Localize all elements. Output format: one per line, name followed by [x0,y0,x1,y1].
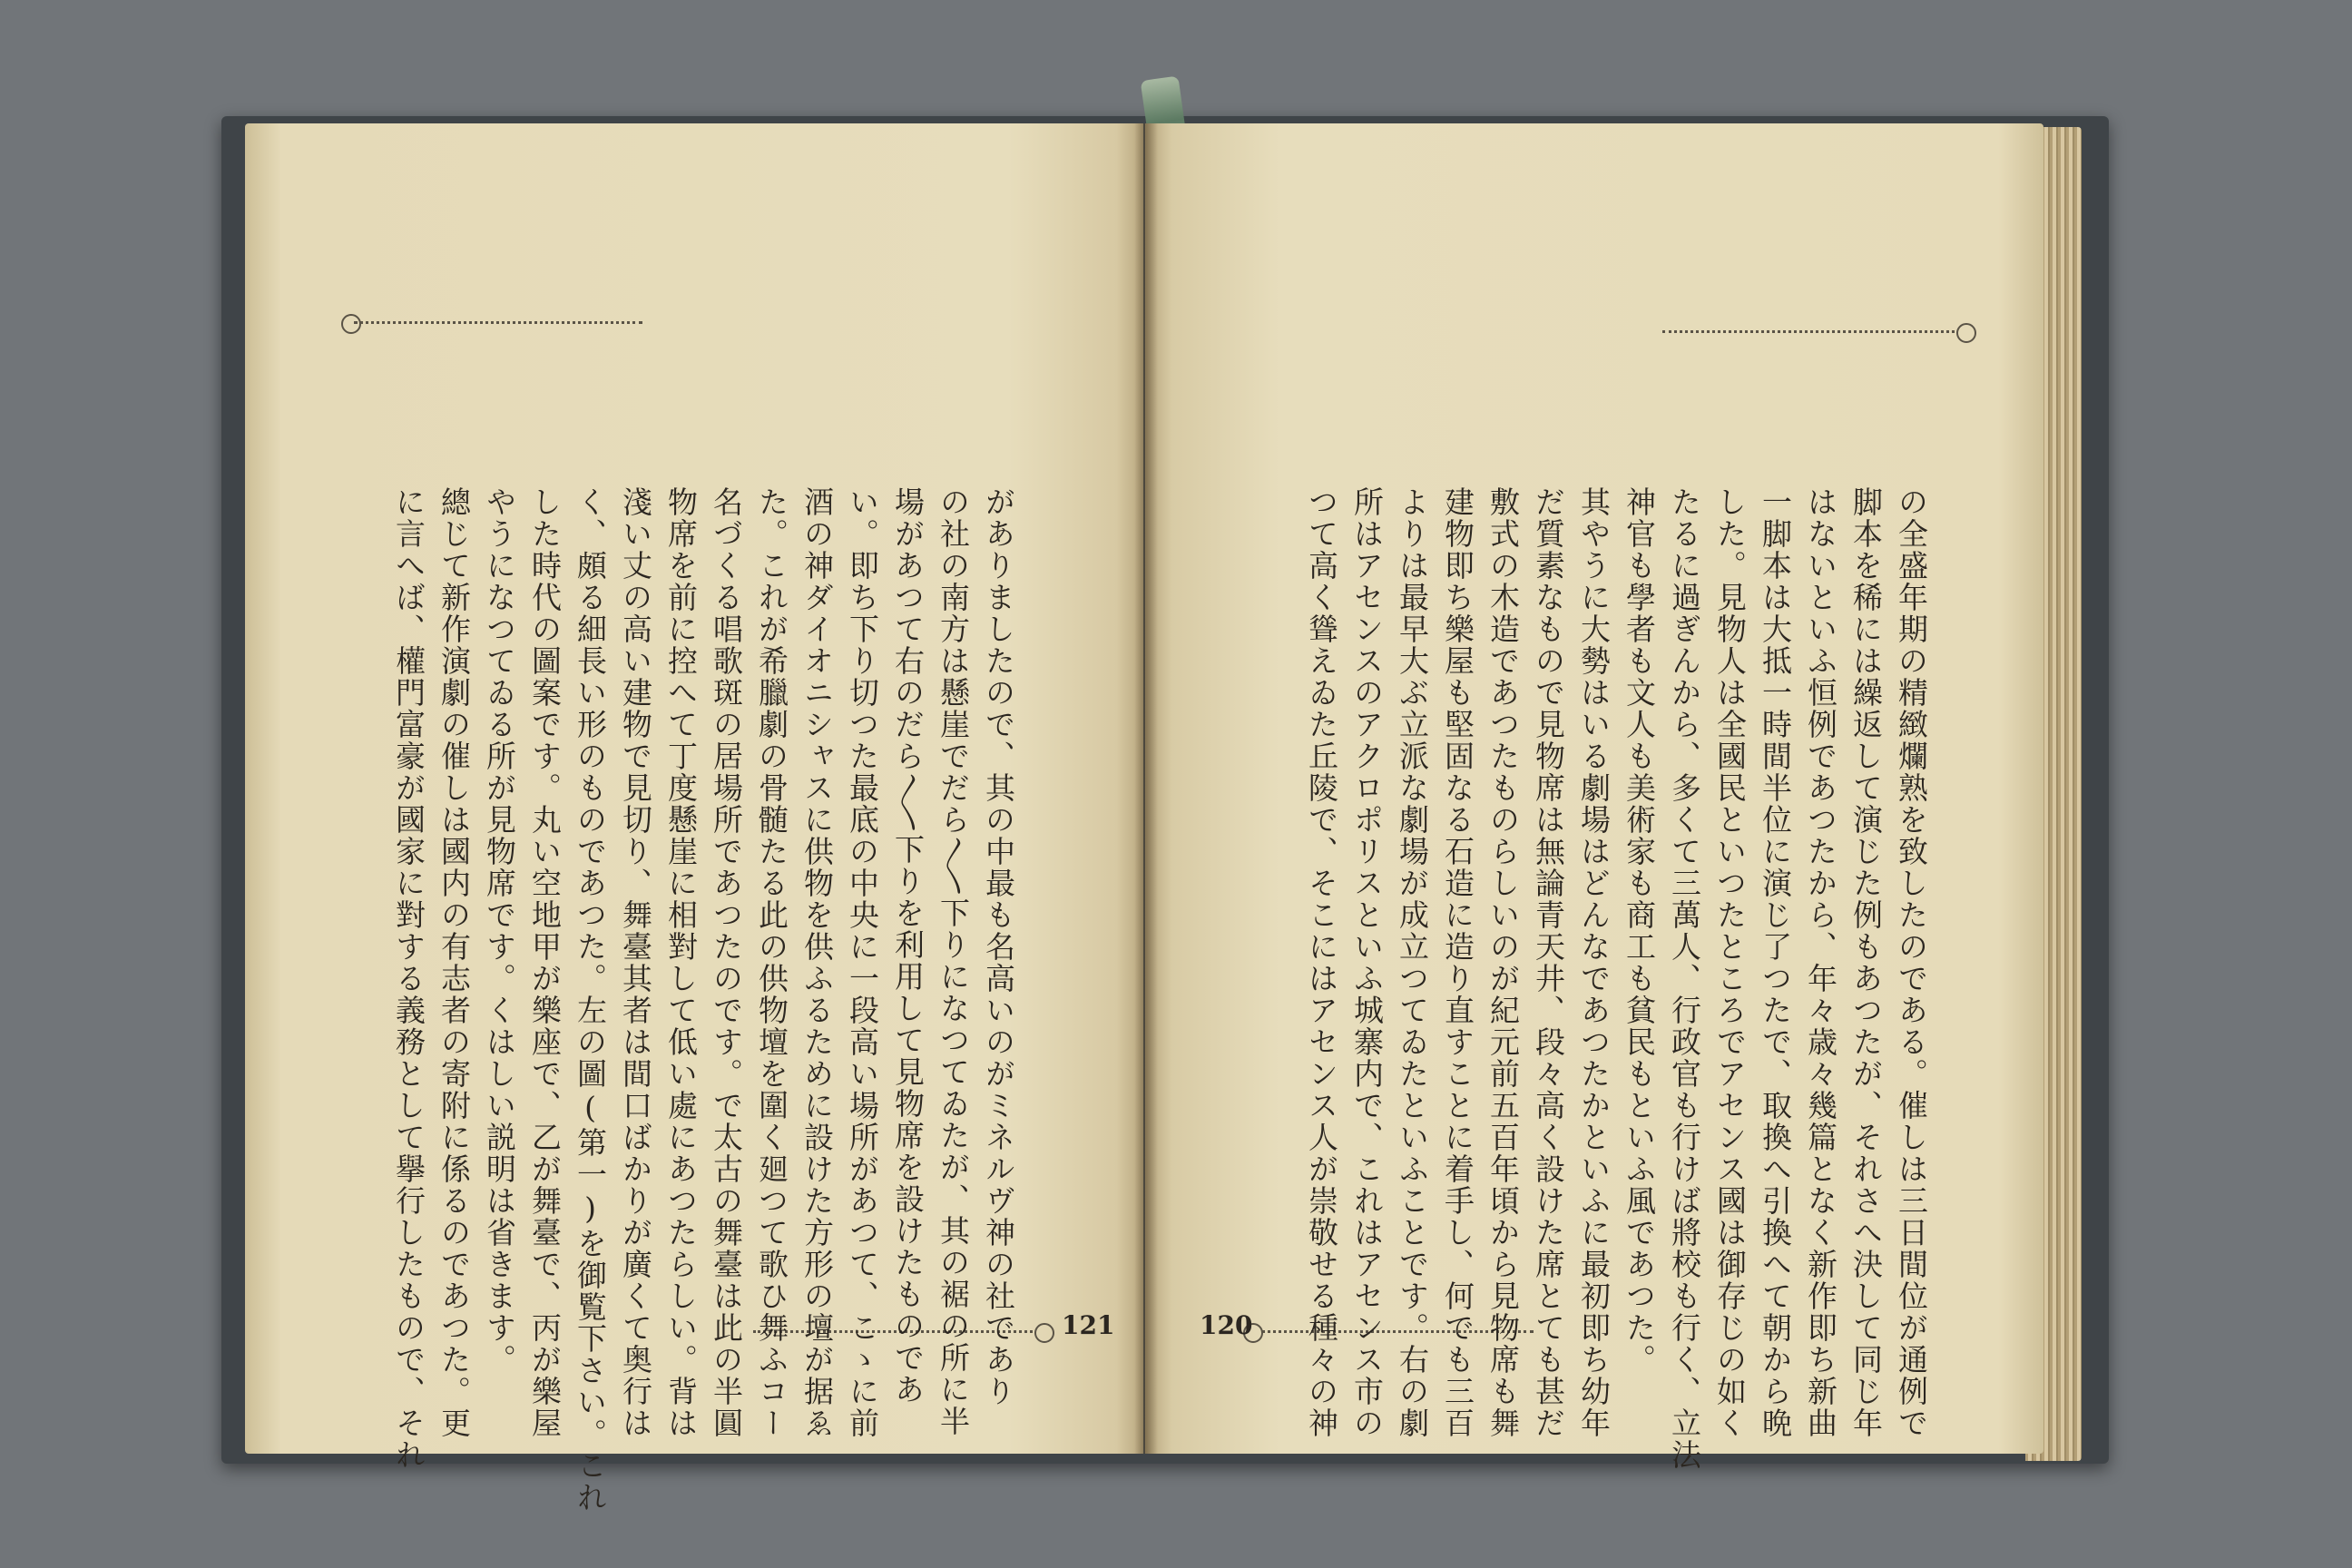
text-column: 所はアセンスのアクロポリスといふ城寨内で、これはアセンス市の [1349,486,1385,1439]
text-column: 總じて新作演劇の催しは國内の有志者の寄附に係るのであつた。更 [436,486,472,1439]
text-column: たるに過ぎんから、多くて三萬人、行政官も行けば將校も行く、立法 [1667,486,1702,1471]
text-column: 場があつて右のだら〳〵下りを利用して見物席を設けたものであ [890,486,926,1406]
text-column: がありましたので、其の中最も名高いのがミネルヴ神の社であり [981,486,1016,1407]
text-column: 神官も學者も文人も美術家も商工も貧民もといふ風であつた。 [1622,486,1657,1376]
text-column: 淺い丈の高い建物で見切り、舞臺其者は間口ばかりが廣くて奥行は [618,486,653,1439]
ornament-corner [1034,1323,1054,1343]
book-gutter [1134,123,1158,1454]
text-column: よりは最早大ぶ立派な劇場が成立つてゐたといふことです。右の劇 [1395,486,1430,1439]
ornament-corner [1956,323,1976,343]
right-page [1145,123,2043,1471]
text-column: 其やうに大勢はいる劇場はどんなであつたかといふに最初即ち幼年 [1576,486,1612,1439]
text-column: に言へば、權門富豪が國家に對する義務として擧行したもので、それ [391,486,426,1471]
text-column: つて高く聳えゐた丘陵で、そこにはアセンス人が崇敬せる種々の神 [1304,486,1339,1439]
text-column: い。即ち下り切つた最底の中央に一段高い場所があつて、こゝに前 [845,486,880,1439]
page-number: 121 [1062,1310,1115,1340]
text-column: く、頗る細長い形のものであつた。左の圖(第一)を御覧下さい。これ [573,486,608,1514]
top-border-rule [354,321,642,324]
text-column: やうになつてゐる所が見物席です。くはしい説明は省きます。 [482,486,517,1376]
text-column: した時代の圖案です。丸い空地甲が樂座で、乙が舞臺で、丙が樂屋 [527,486,563,1439]
text-column: た。これが希臘劇の骨髄たる此の供物壇を圍く廻つて歌ひ舞ふコー [754,486,789,1439]
text-column: 一脚本は大抵一時間半位に演じ了つたで、取換へ引換へて朝から晩 [1758,486,1793,1439]
page-number: 120 [1200,1310,1253,1340]
text-column: 酒の神ダイオニシャスに供物を供ふるために設けた方形の壇が据ゑ [799,486,835,1439]
text-column: 名づくる唱歌斑の居場所であつたのです。で太古の舞臺は此の半圓 [709,486,744,1439]
text-column: した。見物人は全國民といつたところでアセンス國は御存じの如く [1712,486,1748,1439]
text-column: 脚本を稀には繰返して演じた例もあつたが、それさへ決して同じ年 [1848,486,1884,1439]
ornament-corner [341,314,361,334]
text-column: の全盛年期の精緻爛熟を致したのである。催しは三日間位が通例で [1894,486,1929,1439]
text-column: の社の南方は懸崖でだら〳〵下りになつてゐたが、其の裾の所に半 [936,486,971,1437]
text-column: 建物即ち樂屋も堅固なる石造に造り直すことに着手し、何でも三百 [1440,486,1475,1439]
left-page [245,123,1143,1514]
text-column: はないといふ恒例であつたから、年々歳々幾篇となく新作即ち新曲 [1803,486,1838,1439]
text-column: 物席を前に控へて丁度懸崖に相對して低い處にあつたらしい。背は [663,486,699,1439]
top-border-rule [1662,330,1955,333]
text-column: 敷式の木造であつたものらしいのが紀元前五百年頃から見物席も舞 [1485,486,1521,1439]
text-column: だ質素なもので見物席は無論青天井、段々高く設けた席とても甚だ [1531,486,1566,1439]
